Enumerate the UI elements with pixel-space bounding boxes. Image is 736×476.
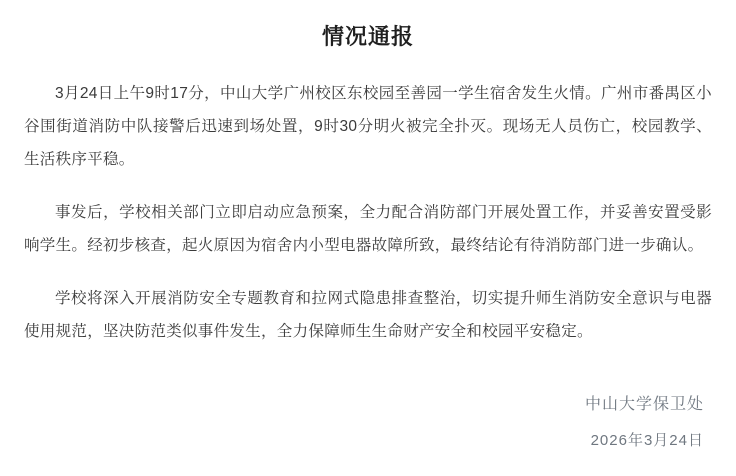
paragraph-3: 学校将深入开展消防安全专题教育和拉网式隐患排查整治，切实提升师生消防安全意识与电器使用规范，坚决防范类似事件发生，全力保障师生生命财产安全和校园平安稳定。 (24, 290, 712, 340)
paragraph-2: 事发后，学校相关部门立即启动应急预案，全力配合消防部门开展处置工作，并妥善安置受影响学生。经初步核查，起火原因为宿舍内小型电器故障所致，最终结论有待消防部门进一步确认。 (24, 204, 712, 254)
signature-date: 2026年3月24日 (590, 432, 704, 449)
signature-issuer: 中山大学保卫处 (584, 396, 704, 413)
paragraph-1: 3月24日上午9时17分，中山大学广州校区东校园至善园一学生宿舍发生火情。广州市番禺区小谷围街道消防中队接警后迅速到场处置，9时30分明火被完全扑灭。现场无人员伤亡，校园教学、生活秩序平稳。 (24, 85, 712, 168)
notice-document (0, 20, 736, 476)
page-title: 情况通报 (321, 24, 414, 49)
